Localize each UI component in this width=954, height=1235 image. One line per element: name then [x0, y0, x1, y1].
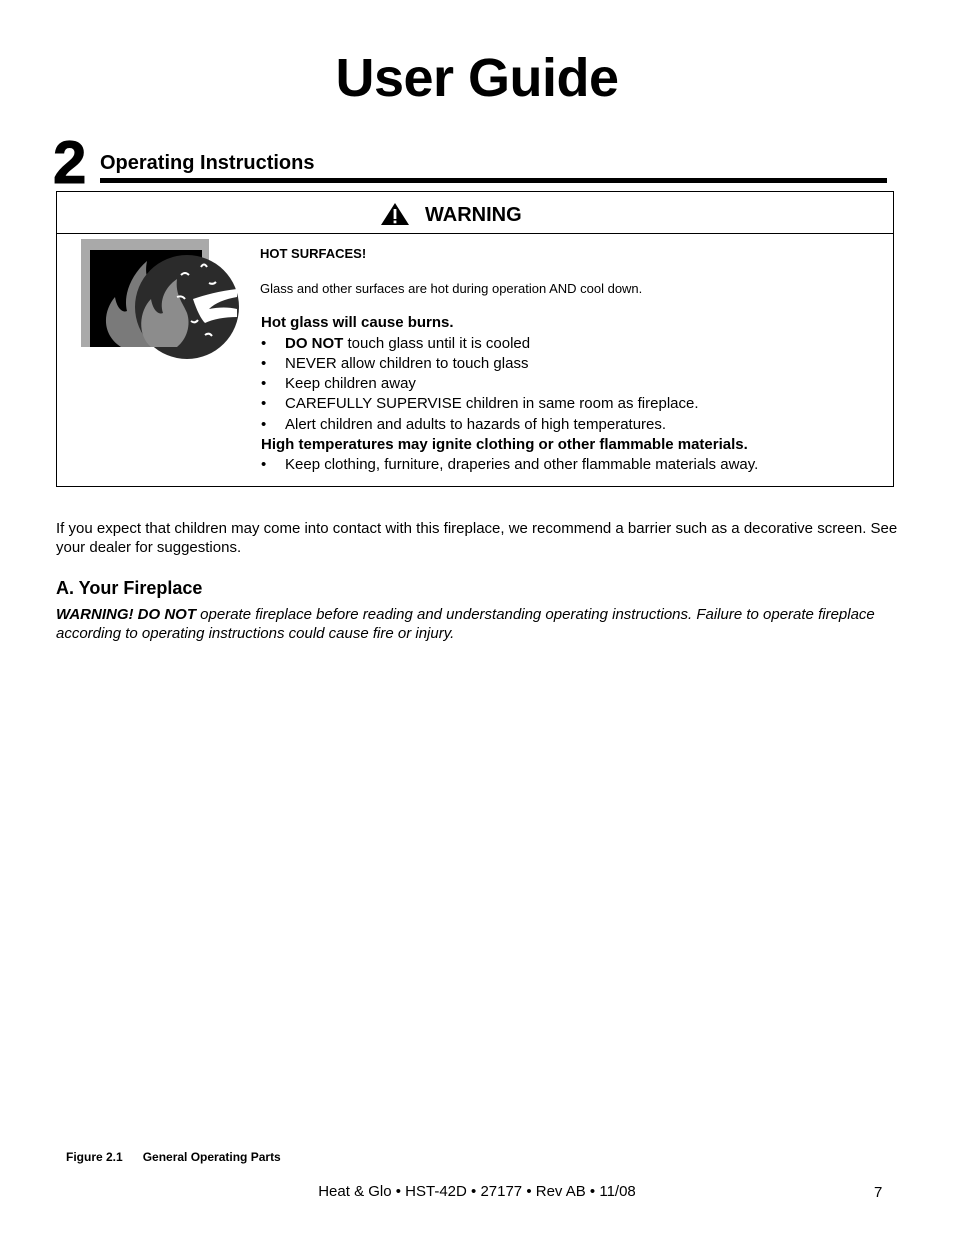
page-number: 7 — [874, 1184, 883, 1201]
figure-caption — [66, 1150, 281, 1165]
figure-name: General Operating Parts — [142, 1150, 281, 1164]
section-rule — [100, 178, 887, 183]
hot-surface-hand-flame-icon — [81, 239, 241, 359]
list-item: • DO NOT touch glass until it is cooled — [261, 335, 531, 352]
operating-warning-paragraph — [56, 605, 906, 643]
warning-label: WARNING — [425, 204, 522, 226]
hot-surfaces-title: HOT SURFACES! — [260, 246, 367, 261]
barrier-paragraph: If you expect that children may come into contact with this fireplace, we recommend a barrier such as a decorative screen. See your dealer for suggestions. — [56, 520, 898, 556]
section-title: Operating Instructions — [100, 152, 315, 174]
warning-box — [56, 191, 894, 487]
subsection-title: A. Your Fireplace — [56, 578, 203, 598]
figure-number: Figure 2.1 — [66, 1150, 123, 1164]
list-item: • Alert children and adults to hazards of high temperatures. — [261, 416, 667, 433]
footer-text: Heat & Glo • HST-42D • 27177 • Rev AB • 11/08 — [318, 1183, 636, 1200]
list-item: • Keep clothing, furniture, draperies and other flammable materials away. — [261, 456, 759, 473]
warning-lead: WARNING! DO NOT — [56, 606, 196, 623]
hot-surfaces-text: Glass and other surfaces are hot during operation AND cool down. — [260, 281, 643, 296]
temperatures-heading: High temperatures may ignite clothing or other flammable materials. — [261, 436, 748, 453]
page-title: User Guide — [335, 48, 619, 108]
list-item: • NEVER allow children to touch glass — [261, 355, 529, 372]
section-number: 2 — [53, 129, 87, 196]
warning-text: operate fireplace before reading and understanding operating instructions. Failure to operate fireplace according to operating instructions could cause fire or injury. — [56, 606, 875, 642]
warning-triangle-icon — [380, 202, 410, 226]
list-item: • CAREFULLY SUPERVISE children in same room as fireplace. — [261, 395, 699, 412]
list-item: • Keep children away — [261, 375, 416, 392]
burns-heading: Hot glass will cause burns. — [261, 314, 454, 331]
warning-header — [57, 192, 893, 234]
